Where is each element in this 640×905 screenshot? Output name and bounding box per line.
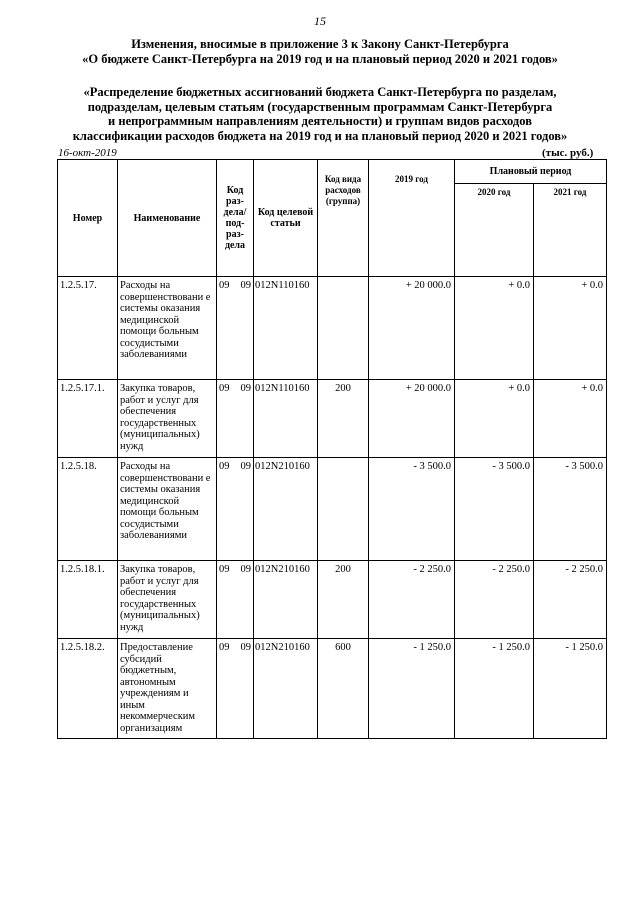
row-number: 1.2.5.18.1. — [58, 561, 118, 639]
row-name: Закупка товаров, работ и услуг для обеспечения государственных (муниципальных) нужд — [118, 561, 217, 639]
budget-table — [57, 159, 607, 739]
row-number: 1.2.5.18. — [58, 458, 118, 561]
row-name: Расходы на совершенствовани е системы оказания медицинской помощи больным сосудистыми заболеваниями — [118, 277, 217, 380]
row-2021-value: + 0.0 — [534, 380, 607, 458]
subtitle-line-4: классификации расходов бюджета на 2019 год и на плановый период 2020 и 2021 годов» — [72, 128, 568, 143]
row-name: Закупка товаров, работ и услуг для обеспечения государственных (муниципальных) нужд — [118, 380, 217, 458]
section-code: 09 — [219, 564, 230, 575]
subsection-code: 09 — [240, 383, 251, 394]
row-2019-value: - 3 500.0 — [369, 458, 455, 561]
table-row — [58, 639, 607, 739]
row-target-code: 012N110160 — [254, 277, 318, 380]
subtitle-line-1: «Распределение бюджетных ассигнований бюджета Санкт-Петербурга по разделам, — [83, 85, 557, 99]
header-target: Код целевой статьи — [254, 160, 318, 277]
subsection-code: 09 — [240, 642, 251, 653]
document-date: 16-окт-2019 — [58, 147, 117, 159]
row-section-code — [217, 277, 254, 380]
row-section-code — [217, 458, 254, 561]
section-code: 09 — [219, 461, 230, 472]
row-2020-value: + 0.0 — [455, 277, 534, 380]
table-row — [58, 277, 607, 380]
row-2020-value: - 2 250.0 — [455, 561, 534, 639]
row-2019-value: + 20 000.0 — [369, 277, 455, 380]
row-number: 1.2.5.17.1. — [58, 380, 118, 458]
section-code: 09 — [219, 280, 230, 291]
row-section-code — [217, 639, 254, 739]
subsection-code: 09 — [240, 280, 251, 291]
row-2021-value: + 0.0 — [534, 277, 607, 380]
unit-label: (тыс. руб.) — [542, 147, 594, 159]
row-2021-value: - 1 250.0 — [534, 639, 607, 739]
row-name: Предоставление субсидий бюджетным, автономным учреждениям и иным некоммерческим организациям — [118, 639, 217, 739]
row-2021-value: - 2 250.0 — [534, 561, 607, 639]
row-expense-type: 600 — [318, 639, 369, 739]
row-expense-type: 200 — [318, 380, 369, 458]
section-code: 09 — [219, 642, 230, 653]
subtitle-line-2: подразделам, целевым статьям (государственным программам Санкт-Петербурга — [87, 99, 553, 114]
row-number: 1.2.5.17. — [58, 277, 118, 380]
table-row — [58, 458, 607, 561]
table-body — [58, 277, 607, 739]
title-line-2: «О бюджете Санкт-Петербурга на 2019 год и на плановый период 2020 и 2021 годов» — [82, 52, 558, 66]
row-expense-type: 200 — [318, 561, 369, 639]
table-row — [58, 380, 607, 458]
row-section-code — [217, 380, 254, 458]
row-number: 1.2.5.18.2. — [58, 639, 118, 739]
row-2020-value: + 0.0 — [455, 380, 534, 458]
header-planned: Плановый период — [455, 160, 607, 184]
document-subtitle — [0, 85, 640, 143]
subsection-code: 09 — [240, 461, 251, 472]
row-target-code: 012N210160 — [254, 639, 318, 739]
page-number: 15 — [314, 14, 326, 28]
row-section-code — [217, 561, 254, 639]
header-2020: 2020 год — [455, 184, 534, 277]
title-line-1: Изменения, вносимые в приложение 3 к Закону Санкт-Петербурга — [131, 37, 509, 51]
row-2020-value: - 1 250.0 — [455, 639, 534, 739]
header-2019: 2019 год — [369, 160, 455, 277]
header-2021: 2021 год — [534, 184, 607, 277]
table-row — [58, 561, 607, 639]
row-name: Расходы на совершенствовани е системы оказания медицинской помощи больным сосудистыми заболеваниями — [118, 458, 217, 561]
row-target-code: 012N210160 — [254, 561, 318, 639]
row-2021-value: - 3 500.0 — [534, 458, 607, 561]
header-expense-type: Код вида расходов (группа) — [318, 160, 369, 277]
document-title — [0, 37, 640, 67]
row-2019-value: + 20 000.0 — [369, 380, 455, 458]
header-section: Код раз-дела/ под-раз-дела — [217, 160, 254, 277]
row-2019-value: - 1 250.0 — [369, 639, 455, 739]
subtitle-line-3: и непрограммным направлениям деятельности) и группам видов расходов — [108, 114, 532, 128]
row-2020-value: - 3 500.0 — [455, 458, 534, 561]
subsection-code: 09 — [240, 564, 251, 575]
row-target-code: 012N110160 — [254, 380, 318, 458]
row-target-code: 012N210160 — [254, 458, 318, 561]
row-expense-type — [318, 458, 369, 561]
header-number: Номер — [58, 160, 118, 277]
row-2019-value: - 2 250.0 — [369, 561, 455, 639]
row-expense-type — [318, 277, 369, 380]
section-code: 09 — [219, 383, 230, 394]
header-name: Наименование — [118, 160, 217, 277]
